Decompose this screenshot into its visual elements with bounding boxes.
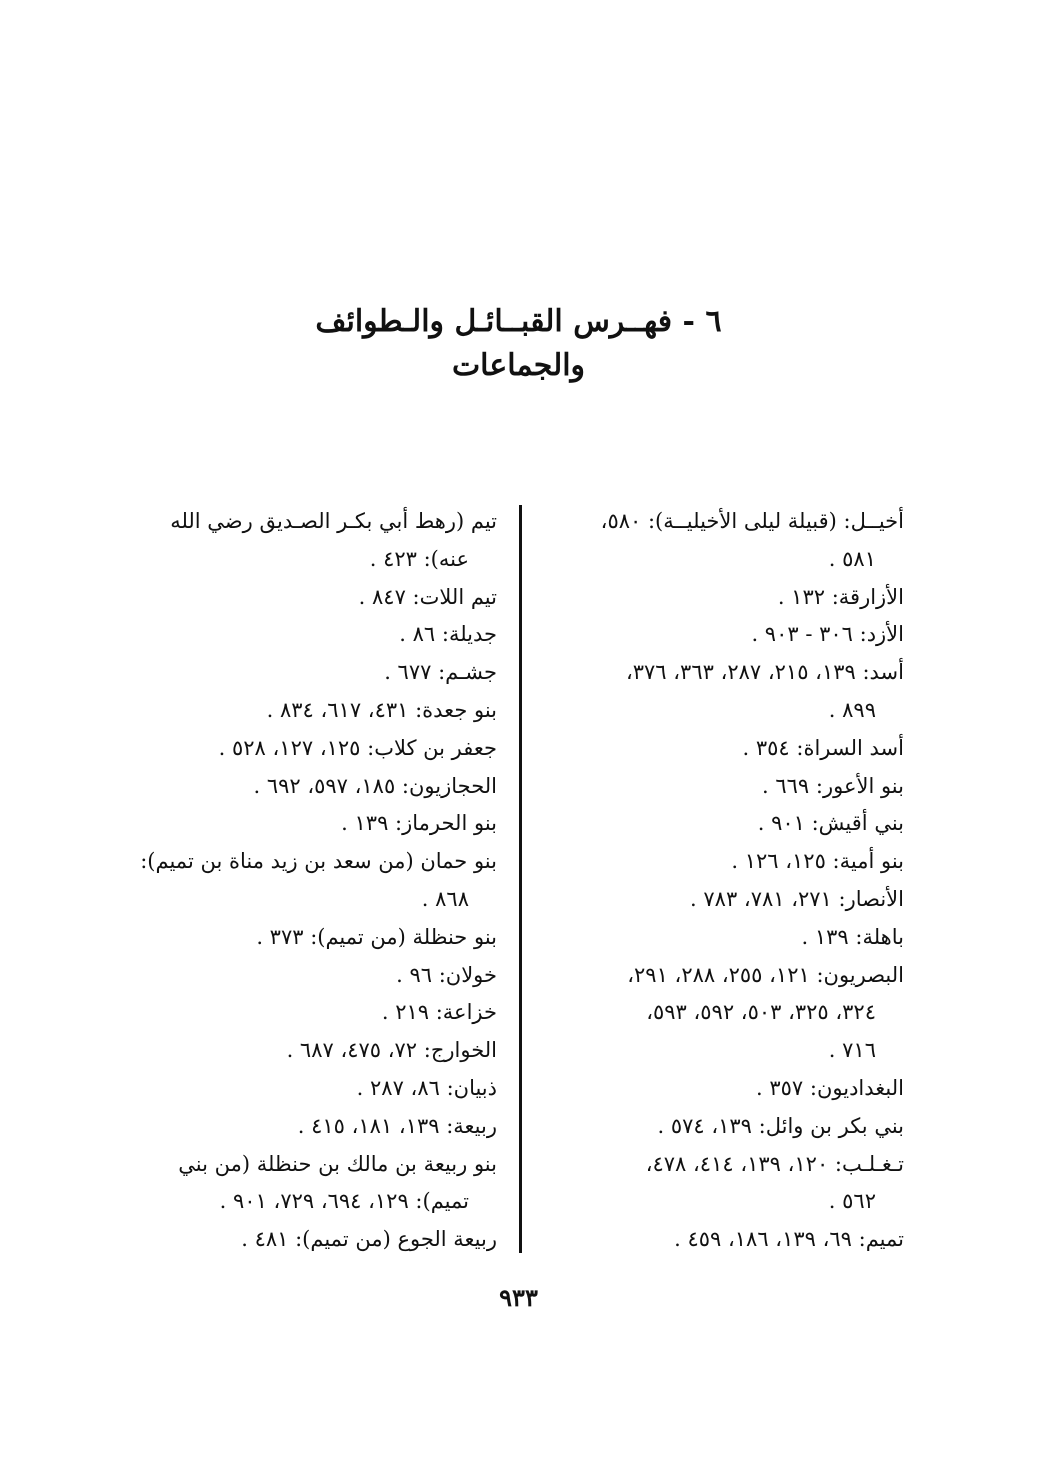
index-entry <box>122 503 497 579</box>
index-entry-continuation: ٨٩٩ . <box>828 697 876 722</box>
index-title-line-2: والجماعات <box>451 348 586 383</box>
index-entry-line: بنو ربيعة بن مالك بن حنظلة (من بني <box>178 1151 497 1176</box>
index-entry <box>529 730 904 768</box>
index-entry <box>529 1108 904 1146</box>
index-entry-continuation: ٥٨١ . <box>828 546 876 571</box>
index-entry-line: بنو الحرماز: ١٣٩ . <box>341 811 497 836</box>
index-entry-line: جشـم: ٦٧٧ . <box>384 660 497 685</box>
left-column <box>122 503 497 1259</box>
index-entry <box>529 768 904 806</box>
index-entry <box>529 654 904 730</box>
index-entry-line: أسد السراة: ٣٥٤ . <box>742 735 904 760</box>
index-entry <box>122 1146 497 1222</box>
index-entry-line: تـغـلـب: ١٢٠، ١٣٩، ٤١٤، ٤٧٨، <box>645 1151 904 1176</box>
index-entry-line: خزاعة: ٢١٩ . <box>381 1000 497 1025</box>
index-entry-line: جعفر بن كلاب: ١٢٥، ١٢٧، ٥٢٨ . <box>218 735 497 760</box>
index-entry <box>122 654 497 692</box>
page-number: ٩٣٣ <box>499 1283 538 1312</box>
index-entry-line: ربيعة الجوع (من تميم): ٤٨١ . <box>241 1227 497 1252</box>
index-entry <box>122 768 497 806</box>
column-divider <box>519 505 522 1253</box>
index-entry-line: الحجازيون: ١٨٥، ٥٩٧، ٦٩٢ . <box>253 773 497 798</box>
index-entry-continuation: ٣٢٤، ٣٢٥، ٥٠٣، ٥٩٢، ٥٩٣، <box>646 1000 876 1025</box>
index-entry <box>529 957 904 1070</box>
index-entry <box>122 919 497 957</box>
right-column <box>529 503 904 1259</box>
index-entry-continuation: تميم): ١٢٩، ٦٩٤، ٧٢٩، ٩٠١ . <box>219 1189 469 1214</box>
index-entry <box>529 919 904 957</box>
index-entry-line: باهلة: ١٣٩ . <box>801 924 904 949</box>
index-entry-line: ذبيان: ٨٦، ٢٨٧ . <box>356 1075 497 1100</box>
index-entry <box>122 1221 497 1259</box>
index-entry <box>122 616 497 654</box>
index-entry-line: الأنصار: ٢٧١، ٧٨١، ٧٨٣ . <box>690 886 904 911</box>
index-entry <box>122 957 497 995</box>
index-entry-line: خولان: ٩٦ . <box>396 962 497 987</box>
index-entry <box>529 881 904 919</box>
index-entry-line: تيم (رهط أبي بكـر الصـديق رضي الله <box>170 509 497 533</box>
index-entry-line: تميم: ٦٩، ١٣٩، ١٨٦، ٤٥٩ . <box>674 1227 904 1252</box>
index-entry-line: بنو الأعور: ٦٦٩ . <box>762 773 904 798</box>
index-entry-line: الخوارج: ٧٢، ٤٧٥، ٦٨٧ . <box>286 1038 497 1063</box>
index-entry <box>122 994 497 1032</box>
index-entry-line: بني أقيش: ٩٠١ . <box>757 811 904 836</box>
index-entry-line: أخيــل: (قبيلة ليلى الأخيليــة): ٥٨٠، <box>600 509 904 533</box>
index-entry-line: بنو أمية: ١٢٥، ١٢٦ . <box>731 849 904 874</box>
index-entry-continuation: ٧١٦ . <box>828 1038 876 1063</box>
index-entry-line: بنو حمان (من سعد بن زيد مناة بن تميم): <box>140 849 497 874</box>
index-entry <box>122 1108 497 1146</box>
index-entry-line: بنو جعدة: ٤٣١، ٦١٧، ٨٣٤ . <box>266 697 497 722</box>
index-entry <box>122 843 497 919</box>
index-entry <box>529 1221 904 1259</box>
index-entry <box>122 1032 497 1070</box>
index-entry-line: تيم اللات: ٨٤٧ . <box>358 584 497 609</box>
index-entry-line: ربيعة: ١٣٩، ١٨١، ٤١٥ . <box>297 1113 497 1138</box>
index-entry <box>529 1070 904 1108</box>
index-entry <box>122 1070 497 1108</box>
index-entry <box>529 805 904 843</box>
index-entry-line: الأزارقة: ١٣٢ . <box>777 584 904 609</box>
index-entry <box>529 503 904 579</box>
index-entry-continuation: ٥٦٢ . <box>828 1189 876 1214</box>
index-entry <box>122 730 497 768</box>
index-entry-line: جديلة: ٨٦ . <box>399 622 497 647</box>
index-entry-line: بني بكر بن وائل: ١٣٩، ٥٧٤ . <box>657 1113 904 1138</box>
index-entry <box>529 616 904 654</box>
index-entry-line: بنو حنظلة (من تميم): ٣٧٣ . <box>256 924 497 949</box>
index-title <box>0 300 1037 388</box>
index-entry <box>122 805 497 843</box>
index-entry <box>122 579 497 617</box>
index-title-line-1: ٦ - فهــرس القبــائـل والـطوائف <box>315 304 722 339</box>
index-entry-line: أسد: ١٣٩، ٢١٥، ٢٨٧، ٣٦٣، ٣٧٦، <box>625 660 904 685</box>
index-entry <box>529 843 904 881</box>
index-entry <box>122 692 497 730</box>
index-entry-line: الأزد: ٣٠٦ - ٩٠٣ . <box>751 622 904 647</box>
index-entry-line: البصريون: ١٢١، ٢٥٥، ٢٨٨، ٢٩١، <box>627 962 904 987</box>
index-entry-line: البغداديون: ٣٥٧ . <box>756 1075 904 1100</box>
index-entry <box>529 579 904 617</box>
index-entry-continuation: عنه): ٤٢٣ . <box>369 546 469 571</box>
index-entry-continuation: ٨٦٨ . <box>421 886 469 911</box>
index-entry <box>529 1146 904 1222</box>
